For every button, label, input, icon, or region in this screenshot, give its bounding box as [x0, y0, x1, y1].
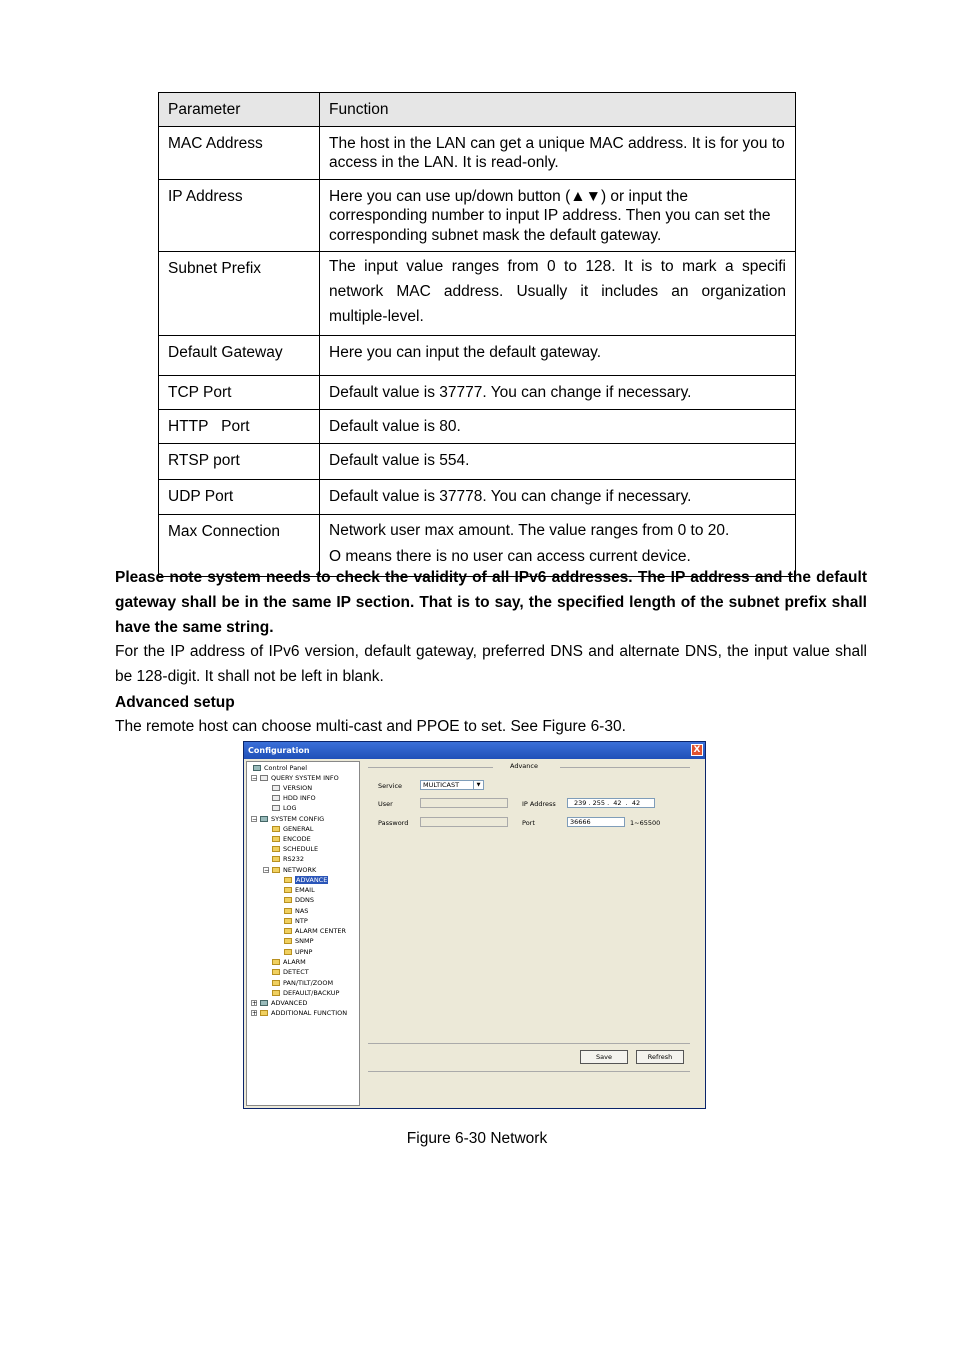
config-tree[interactable] [246, 761, 360, 1106]
divider [368, 1043, 690, 1044]
tree-item-ntp[interactable]: NTP [284, 916, 308, 926]
folder-icon [260, 1010, 268, 1016]
tree-item-alarm-center[interactable]: ALARM CENTER [284, 926, 346, 936]
tools-icon [260, 1000, 268, 1006]
refresh-button[interactable]: Refresh [636, 1050, 684, 1064]
tree-item-version[interactable]: VERSION [272, 783, 312, 793]
folder-icon [284, 918, 292, 924]
tree-item-upnp[interactable]: UPNP [284, 947, 312, 957]
row-param: Default Gateway [159, 336, 320, 376]
folder-icon [284, 887, 292, 893]
table-header-row [159, 93, 796, 127]
table-row [159, 126, 796, 179]
tree-item-ddns[interactable]: DDNS [284, 895, 314, 905]
folder-icon [284, 949, 292, 955]
close-icon[interactable]: X [691, 744, 703, 756]
note-bold: Please note system needs to check the validity of all IPv6 addresses. The IP address and the default gateway shall be in the same IP section. That is to say, the specified length of the subnet prefix shall have the same string. [115, 569, 867, 636]
password-input[interactable] [420, 817, 508, 827]
row-func: Default value is 554. [320, 444, 796, 480]
tree-item-log[interactable]: LOG [272, 803, 297, 813]
tree-item-advanced[interactable]: ADVANCED [260, 998, 307, 1008]
divider [368, 767, 493, 768]
collapse-icon[interactable]: − [252, 775, 258, 782]
table-row [159, 252, 796, 336]
row-func-line2: O means there is no user can access current device. [329, 548, 691, 565]
doc-icon [272, 795, 280, 801]
table-row [159, 336, 796, 376]
row-param: Subnet Prefix [159, 252, 320, 336]
note-text: For the IP address of IPv6 version, default gateway, preferred DNS and alternate DNS, the input value shall be 128-digit. It shall not be left in blank. [115, 643, 867, 685]
folder-icon [272, 959, 280, 965]
folder-icon [284, 877, 292, 883]
tree-item-network[interactable]: NETWORK [272, 865, 316, 875]
service-value: MULTICAST [423, 781, 460, 789]
row-func: Here you can use up/down button (▲▼) or input the corresponding number to input IP address. Then you can set the corresponding subnet mask the default gateway. [320, 179, 796, 252]
computer-icon [253, 765, 261, 771]
row-param: HTTP Port [159, 410, 320, 444]
tree-item-pan-tilt-zoom[interactable]: PAN/TILT/ZOOM [272, 978, 333, 988]
tree-item-default-backup[interactable]: DEFAULT/BACKUP [272, 988, 339, 998]
section-title: Advance [510, 762, 538, 770]
row-func: Default value is 80. [320, 410, 796, 444]
tree-item-detect[interactable]: DETECT [272, 967, 309, 977]
info-icon [260, 775, 268, 781]
folder-icon [272, 836, 280, 842]
table-row [159, 444, 796, 480]
ip-address-input[interactable]: 239 . 255 . 42 . 42 [567, 798, 655, 808]
tree-item-encode[interactable]: ENCODE [272, 834, 311, 844]
chevron-down-icon[interactable]: ▼ [473, 781, 483, 789]
collapse-icon[interactable]: − [252, 816, 258, 823]
folder-icon [284, 938, 292, 944]
port-label: Port [522, 819, 535, 827]
row-param: TCP Port [159, 376, 320, 410]
folder-icon [272, 826, 280, 832]
collapse-icon[interactable]: − [264, 867, 270, 874]
user-label: User [378, 800, 393, 808]
folder-icon [272, 969, 280, 975]
tree-item-advance[interactable]: ADVANCE [284, 875, 328, 885]
tree-item-alarm[interactable]: ALARM [272, 957, 306, 967]
folder-icon [272, 856, 280, 862]
header-function: Function [320, 93, 796, 127]
service-label: Service [378, 782, 403, 790]
folder-icon [284, 908, 292, 914]
divider [368, 1071, 690, 1072]
doc-icon [272, 805, 280, 811]
row-param: Max Connection [159, 515, 320, 577]
folder-icon [284, 928, 292, 934]
table-row [159, 410, 796, 444]
window-title: Configuration [248, 746, 310, 755]
tree-item-email[interactable]: EMAIL [284, 885, 315, 895]
expand-icon[interactable]: + [252, 1010, 258, 1017]
table-row [159, 376, 796, 410]
save-button[interactable]: Save [580, 1050, 628, 1064]
row-func-line1: Network user max amount. The value ranges from 0 to 20. [329, 522, 730, 539]
row-param: MAC Address [159, 126, 320, 179]
table-row [159, 480, 796, 515]
row-func: Here you can input the default gateway. [320, 336, 796, 376]
advance-panel [364, 761, 702, 1106]
tree-item-rs232[interactable]: RS232 [272, 854, 304, 864]
divider [560, 767, 690, 768]
doc-icon [272, 785, 280, 791]
folder-icon [284, 897, 292, 903]
header-parameter: Parameter [159, 93, 320, 127]
folder-icon [272, 867, 280, 873]
row-param: RTSP port [159, 444, 320, 480]
user-input[interactable] [420, 798, 508, 808]
tree-item-control-panel[interactable]: Control Panel [253, 763, 307, 773]
expand-icon[interactable]: + [252, 1000, 258, 1007]
parameter-table [158, 92, 796, 577]
tree-item-system-config[interactable]: SYSTEM CONFIG [260, 814, 324, 824]
ip-address-label: IP Address [522, 800, 556, 808]
row-func: The host in the LAN can get a unique MAC address. It is for you to access in the LAN. It is read-only. [320, 126, 796, 179]
tree-item-hdd-info[interactable]: HDD INFO [272, 793, 316, 803]
folder-icon [272, 846, 280, 852]
window-titlebar [244, 742, 705, 759]
row-param: UDP Port [159, 480, 320, 515]
row-func: The input value ranges from 0 to 128. It is to mark a specifi network MAC address. Usually it includes an organization multiple-level. [320, 252, 796, 336]
figure-caption: Figure 6-30 Network [406, 1130, 548, 1147]
tree-item-nas[interactable]: NAS [284, 906, 308, 916]
tree-item-additional-function[interactable]: ADDITIONAL FUNCTION [260, 1008, 347, 1018]
folder-icon [272, 980, 280, 986]
row-func: Default value is 37777. You can change if necessary. [320, 376, 796, 410]
advanced-heading: Advanced setup [115, 694, 235, 711]
port-range: 1~65500 [630, 819, 661, 827]
settings-icon [260, 816, 268, 822]
port-input[interactable]: 36666 [567, 817, 625, 827]
tree-item-general[interactable]: GENERAL [272, 824, 313, 834]
folder-icon [272, 990, 280, 996]
tree-item-schedule[interactable]: SCHEDULE [272, 844, 318, 854]
row-param: IP Address [159, 179, 320, 252]
configuration-window [243, 741, 706, 1109]
password-label: Password [378, 819, 409, 827]
table-row [159, 179, 796, 252]
tree-item-query-system-info[interactable]: QUERY SYSTEM INFO [260, 773, 339, 783]
service-select[interactable] [420, 780, 484, 790]
advanced-text: The remote host can choose multi-cast and PPOE to set. See Figure 6-30. [115, 718, 626, 735]
tree-item-snmp[interactable]: SNMP [284, 936, 314, 946]
row-func: Default value is 37778. You can change if necessary. [320, 480, 796, 515]
